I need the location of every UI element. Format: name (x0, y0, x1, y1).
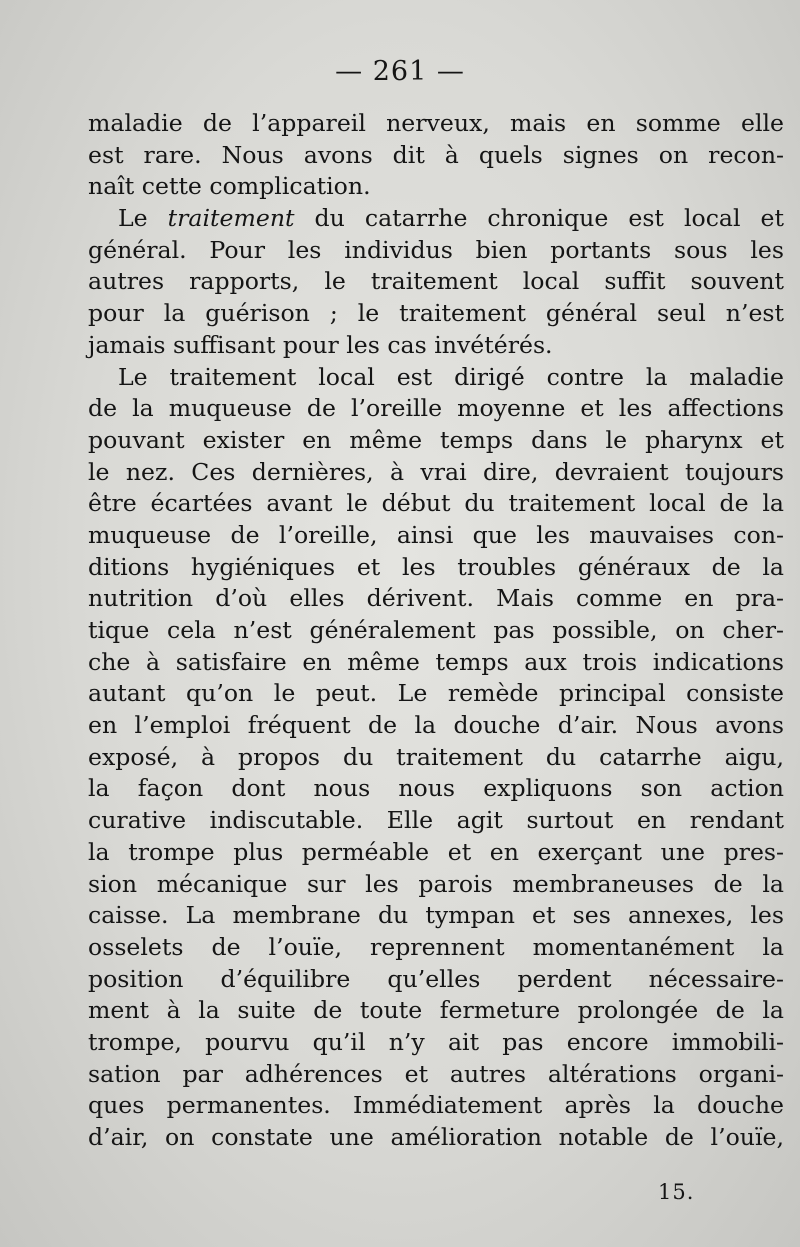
text-line-15: ditions hygiéniques et les troubles généraux de la (88, 552, 784, 581)
text-line-13: être écartées avant le début du traitement local de la (88, 489, 784, 518)
text-line-8: jamais suffisant pour les cas invétérés. (88, 330, 553, 359)
text-line-23: curative indiscutable. Elle agit surtout en rendant (88, 806, 784, 835)
text-line-20: en l’emploi fréquent de la douche d’air. Nous avons (88, 711, 784, 740)
text-line-3: naît cette complication. (88, 172, 371, 201)
text-line-18: che à satisfaire en même temps aux trois indications (88, 647, 784, 676)
page-body-text (88, 108, 784, 1154)
text-line-32: ques permanentes. Immédiatement après la douche (88, 1091, 784, 1120)
italic-word-traitement: traitement (167, 204, 295, 233)
text-line-30: trompe, pourvu qu’il n’y ait pas encore immobili- (88, 1027, 784, 1056)
text-line-31: sation par adhérences et autres altérations organi- (88, 1059, 784, 1088)
text-line-22: la façon dont nous nous expliquons son action (88, 774, 784, 803)
text-line-4-end: du catarrhe chronique est local et (294, 204, 784, 233)
text-line-4 (88, 203, 784, 235)
text-line-1: maladie de l’appareil nerveux, mais en somme elle (88, 109, 784, 137)
text-line-17: tique cela n’est généralement pas possible, on cher- (88, 616, 784, 644)
text-line-12: le nez. Ces dernières, à vrai dire, devraient toujours (88, 457, 784, 486)
text-line-4-start: Le (118, 204, 168, 233)
text-line-28: position d’équilibre qu’elles perdent nécessaire- (88, 964, 784, 993)
text-line-10: de la muqueuse de l’oreille moyenne et les affections (88, 394, 784, 423)
text-line-26: caisse. La membrane du tympan et ses annexes, les (88, 901, 784, 930)
page-number: — 261 — (335, 56, 465, 87)
text-line-19: autant qu’on le peut. Le remède principal consiste (88, 679, 784, 708)
text-line-2: est rare. Nous avons dit à quels signes on recon- (88, 140, 784, 169)
text-line-33: d’air, on constate une amélioration notable de l’ouïe, (88, 1123, 784, 1151)
text-line-25: sion mécanique sur les parois membraneuses de la (88, 869, 784, 898)
text-line-24: la trompe plus perméable et en exerçant une pres- (88, 837, 784, 866)
text-line-14: muqueuse de l’oreille, ainsi que les mauvaises con- (88, 520, 784, 549)
text-line-11: pouvant exister en même temps dans le pharynx et (88, 425, 784, 454)
text-line-6: autres rapports, le traitement local suffit souvent (88, 267, 784, 296)
text-line-21: exposé, à propos du traitement du catarrhe aigu, (88, 742, 784, 771)
text-line-16: nutrition d’où elles dérivent. Mais comme en pra- (88, 584, 784, 613)
text-line-7: pour la guérison ; le traitement général seul n’est (88, 299, 784, 328)
signature-mark: 15. (658, 1180, 695, 1204)
text-line-9: Le traitement local est dirigé contre la maladie (118, 362, 784, 391)
text-line-29: ment à la suite de toute fermeture prolongée de la (88, 996, 784, 1025)
text-line-5: général. Pour les individus bien portants sous les (88, 235, 784, 264)
text-line-27: osselets de l’ouïe, reprennent momentanément la (88, 932, 784, 961)
